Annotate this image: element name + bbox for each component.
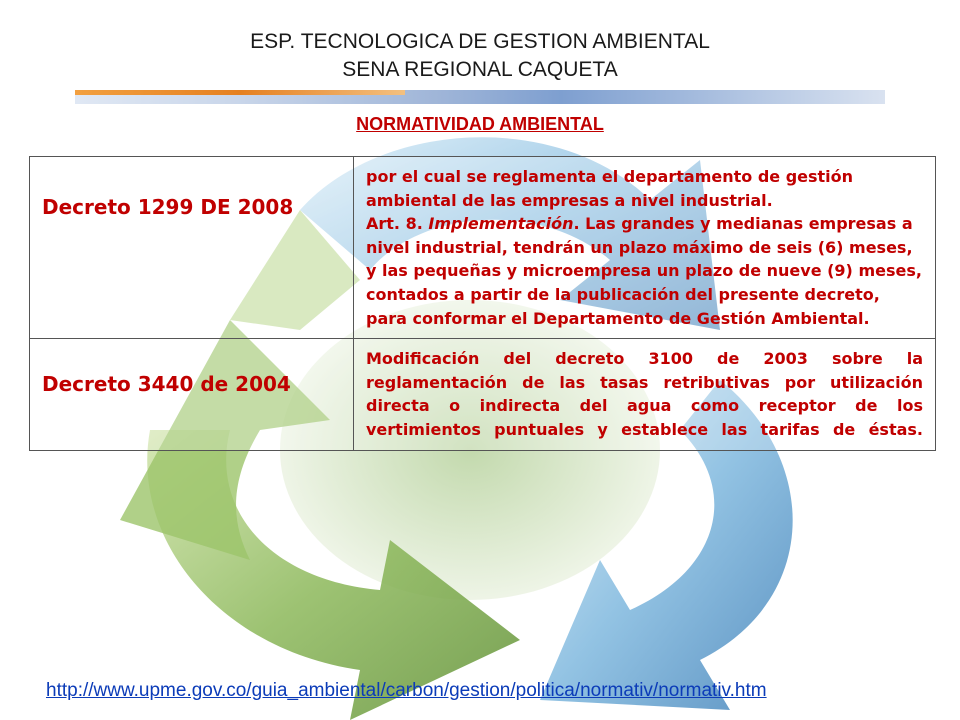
source-link[interactable]: http://www.upme.gov.co/guia_ambiental/carbon/gestion/politica/normativ/normativ.htm [46, 680, 767, 701]
header-divider-accent [75, 90, 405, 95]
decree-name: Decreto 3440 de 2004 [30, 339, 354, 450]
page-header [0, 28, 960, 84]
decree-name: Decreto 1299 DE 2008 [30, 157, 354, 339]
article-text: . Las grandes y medianas empresas a nivel industrial, tendrán un plazo máximo de seis (6) meses, y las pequeñas y microempresa un plazo de nueve (9) meses, contados a partir de la publicación del presente decreto, para conformar el Departamento de Gestión Ambiental. [366, 214, 922, 328]
decree-summary: por el cual se reglamenta el departamento de gestión ambiental de las empresas a nivel industrial. [366, 167, 854, 210]
header-divider [75, 90, 885, 104]
decree-description: Modificación del decreto 3100 de 2003 sobre la reglamentación de las tasas retributivas por utilización directa o indirecta del agua como receptor de los vertimientos puntuales y establece las tarifas de éstas. [354, 339, 936, 450]
header-line-1: ESP. TECNOLOGICA DE GESTION AMBIENTAL [250, 30, 710, 53]
section-title: NORMATIVIDAD AMBIENTAL [356, 114, 604, 134]
table-row [30, 157, 936, 339]
table-row [30, 339, 936, 450]
header-line-2: SENA REGIONAL CAQUETA [342, 58, 618, 81]
article-title: Implementación [428, 214, 574, 234]
article-label: Art. 8. [366, 214, 423, 234]
regulations-table [29, 156, 936, 451]
decree-description [354, 157, 936, 339]
